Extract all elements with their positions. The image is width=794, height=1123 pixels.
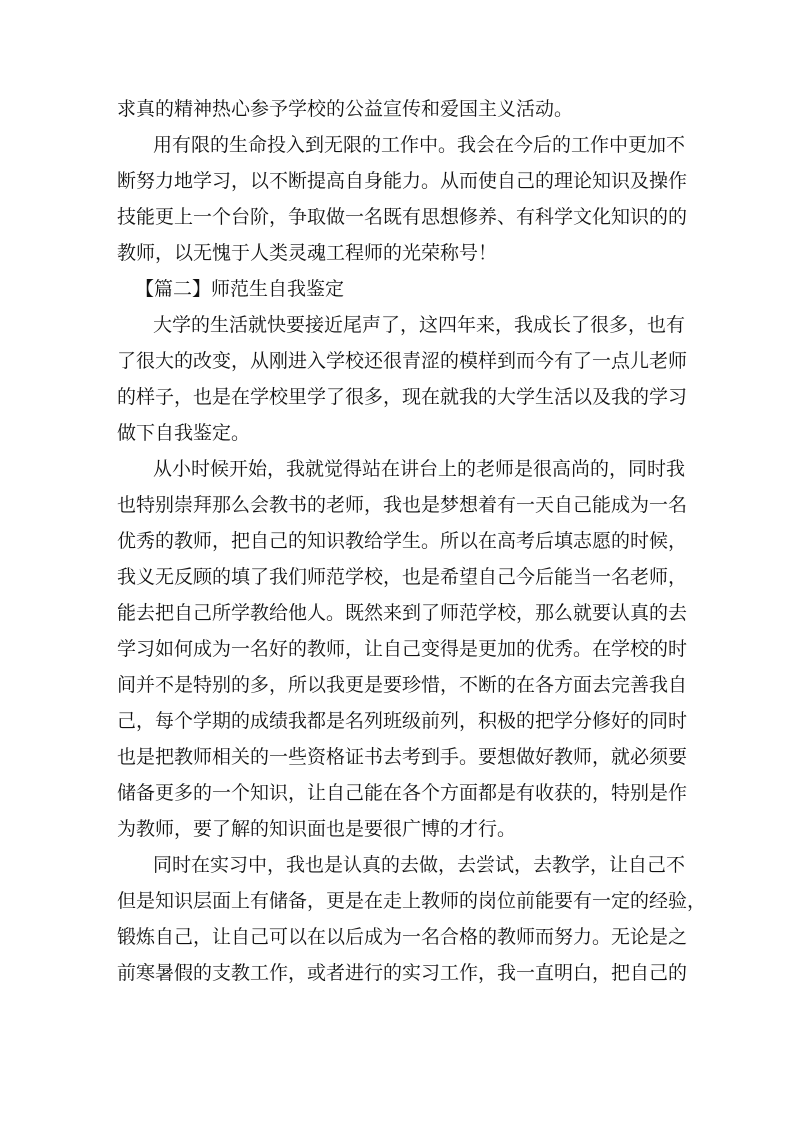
body-text-line: 锻炼自己，让自己可以在以后成为一名合格的教师而努力。无论是之 xyxy=(117,926,688,948)
paragraph-first-line: 用有限的生命投入到无限的工作中。我会在今后的工作中更加不 xyxy=(153,134,686,156)
body-text-line: 学习如何成为一名好的教师，让自己变得是更加的优秀。在学校的时 xyxy=(117,638,688,660)
body-text-line: 但是知识层面上有储备，更是在走上教师的岗位前能要有一定的经验， xyxy=(117,890,707,912)
body-text-line: 储备更多的一个知识，让自己能在各个方面都是有收获的，特别是作 xyxy=(117,782,688,804)
paragraph-first-line: 同时在实习中，我也是认真的去做，去尝试，去教学，让自己不 xyxy=(153,854,686,876)
body-text-line: 也是把教师相关的一些资格证书去考到手。要想做好教师，就必须要 xyxy=(117,746,688,768)
body-text-line: 做下自我鉴定。 xyxy=(117,422,251,444)
body-text-line: 间并不是特别的多，所以我更是要珍惜，不断的在各方面去完善我自 xyxy=(117,674,688,696)
body-text-line: 的样子，也是在学校里学了很多，现在就我的大学生活以及我的学习 xyxy=(117,386,688,408)
body-text-line: 技能更上一个台阶，争取做一名既有思想修养、有科学文化知识的的 xyxy=(117,206,688,228)
body-text-line: 前寒暑假的支教工作，或者进行的实习工作，我一直明白，把自己的 xyxy=(117,962,688,984)
body-text-line: 我义无反顾的填了我们师范学校，也是希望自己今后能当一名老师， xyxy=(117,566,688,588)
body-text-line: 己，每个学期的成绩我都是名列班级前列，积极的把学分修好的同时 xyxy=(117,710,688,732)
body-text-line: 教师，以无愧于人类灵魂工程师的光荣称号！ xyxy=(117,242,498,264)
body-text-line: 了很大的改变，从刚进入学校还很青涩的模样到而今有了一点儿老师 xyxy=(117,350,688,372)
body-text-line: 为教师，要了解的知识面也是要很广博的才行。 xyxy=(117,818,517,840)
body-text-line: 能去把自己所学教给他人。既然来到了师范学校，那么就要认真的去 xyxy=(117,602,688,624)
body-text-line: 求真的精神热心参予学校的公益宣传和爱国主义活动。 xyxy=(117,98,574,120)
body-text-line: 也特别崇拜那么会教书的老师，我也是梦想着有一天自己能成为一名 xyxy=(117,494,688,516)
body-text-line: 断努力地学习，以不断提高自身能力。从而使自己的理论知识及操作 xyxy=(117,170,688,192)
body-text-line: 优秀的教师，把自己的知识教给学生。所以在高考后填志愿的时候， xyxy=(117,530,688,552)
paragraph-first-line: 从小时候开始，我就觉得站在讲台上的老师是很高尚的，同时我 xyxy=(153,458,686,480)
paragraph-first-line: 大学的生活就快要接近尾声了，这四年来，我成长了很多，也有 xyxy=(153,314,686,336)
section-heading: 【篇二】师范生自我鉴定 xyxy=(135,278,345,300)
